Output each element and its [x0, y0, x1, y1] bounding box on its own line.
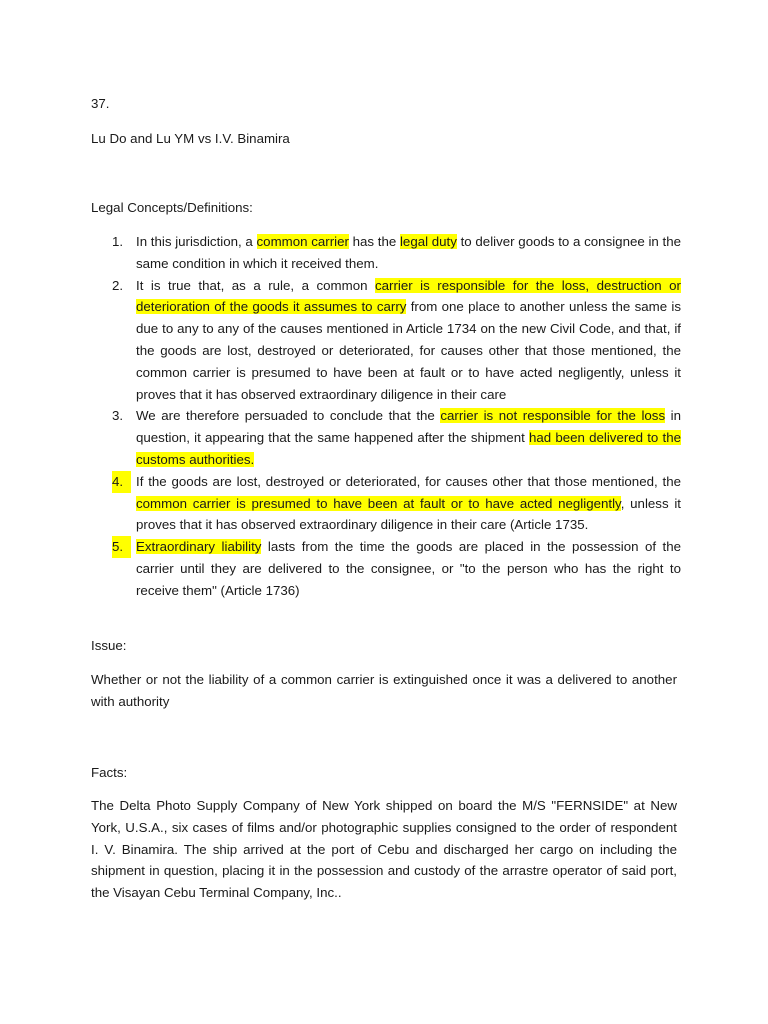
concept-text: It is true that, as a rule, a common: [136, 277, 375, 293]
highlighted-text: Extraordinary liability: [136, 539, 262, 555]
highlighted-text: had been delivered to the customs authorities.: [136, 430, 681, 467]
concept-item: [91, 471, 681, 536]
concept-number: 1.: [112, 234, 124, 249]
facts-heading: Facts:: [91, 765, 128, 780]
concept-number: 2.: [112, 277, 124, 293]
highlighted-text: common carrier is presumed to have been at fault or to have acted negligently: [136, 495, 621, 511]
concept-text: to deliver goods to a consignee in the same condition in which it received them.: [136, 234, 682, 271]
concept-text: lasts from the time the goods are placed in the possession of the carrier until they are delivered to the consignee, or "to the person who has the right to receive them" (Article 1736): [136, 539, 681, 598]
concepts-list: [91, 231, 681, 602]
concept-text: in question, it appearing that the same happened after the shipment: [136, 408, 681, 446]
issue-heading: Issue:: [91, 638, 127, 653]
concept-item: [91, 405, 681, 470]
facts-text: The Delta Photo Supply Company of New York shipped on board the M/S "FERNSIDE" at New York, U.S.A., six cases of films and/or photographic supplies consigned to the order of respondent I. V. Binamira. The ship arrived at the port of Cebu and discharged her cargo on including the shipment in question, placing it in the possession and custody of the arrastre operator of said port, the Visayan Cebu Terminal Company, Inc..: [91, 798, 677, 901]
case-title: Lu Do and Lu YM vs I.V. Binamira: [91, 131, 290, 146]
concept-item: [91, 536, 681, 601]
concept-item: [91, 275, 681, 406]
concept-number: 5.: [112, 536, 131, 558]
concept-text: In this jurisdiction, a: [136, 234, 257, 249]
highlighted-text: common carrier: [256, 234, 349, 249]
concept-text: If the goods are lost, destroyed or deteriorated, for causes other that those mentioned, the: [136, 473, 681, 489]
highlighted-text: legal duty: [399, 234, 457, 249]
issue-text: Whether or not the liability of a common carrier is extinguished once it was a delivered to another with authority: [91, 672, 677, 709]
concept-number: 4.: [112, 471, 131, 493]
concept-item: [91, 231, 681, 275]
concept-text: has the: [348, 234, 400, 249]
highlighted-text: carrier is not responsible for the loss: [440, 408, 666, 424]
concept-number: 3.: [112, 408, 124, 424]
concept-text: We are therefore persuaded to conclude that the: [136, 408, 441, 424]
concepts-heading: Legal Concepts/Definitions:: [91, 200, 253, 215]
highlighted-text: carrier is responsible for the loss, destruction or deterioration of the goods it assumes to carry: [136, 277, 681, 315]
concept-text: , unless it proves that it has observed extraordinary diligence in their care (Article 1735.: [136, 495, 681, 533]
case-number: 37.: [91, 96, 110, 111]
concept-text: from one place to another unless the same is due to any to any of the causes mentioned in Article 1734 on the new Civil Code, and that, if the goods are lost, destroyed or deteriorated, for causes other that those mentioned, the common carrier is presumed to have been at fault or to have acted negligently, unless it proves that it has observed extraordinary diligence in their care: [136, 299, 682, 402]
